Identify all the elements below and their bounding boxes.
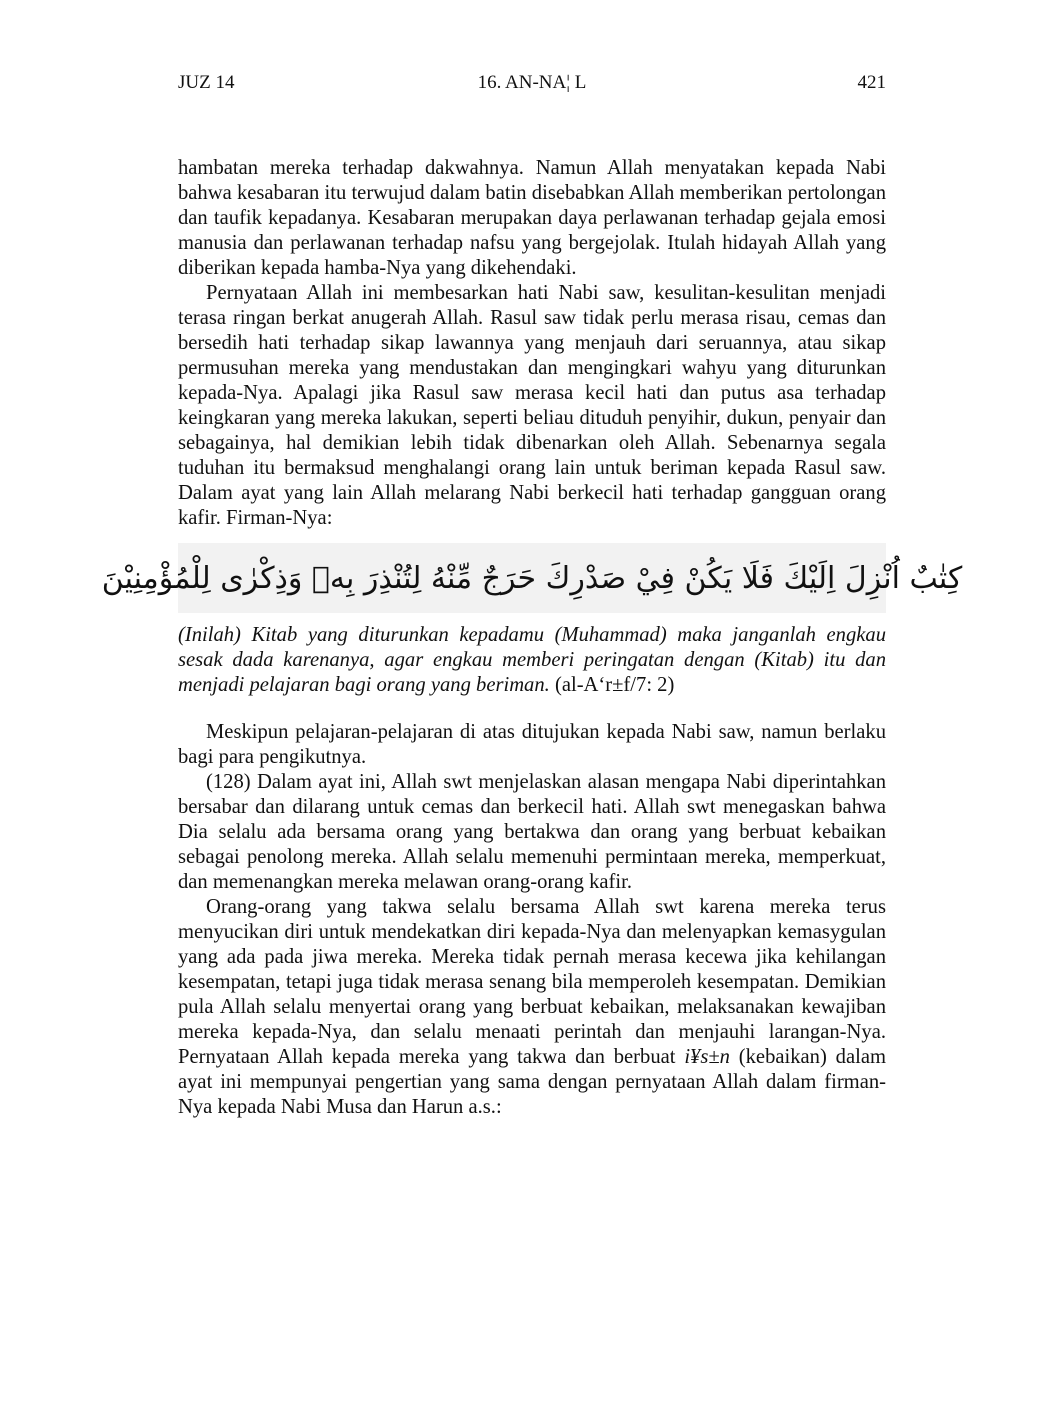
- paragraph-5-part-a: Orang-orang yang takwa selalu bersama Allah swt karena mereka terus menyucikan diri untuk mendekatkan diri kepada-Nya dan melenyapkan kemasygulan yang ada pada jiwa mereka. Mereka tidak pernah merasa kecewa jika kehilangan kesempatan, tetapi juga tidak merasa senang bila memperoleh kesempatan. Demikian pula Allah selalu menyertai orang yang berbuat kebaikan, melaksanakan kewajiban mereka kepada-Nya, dan selalu menaati perintah dan menjauhi larangan-Nya. Pernyataan Allah kepada mereka yang takwa dan berbuat: [178, 896, 886, 1068]
- paragraph-4: (128) Dalam ayat ini, Allah swt menjelaskan alasan mengapa Nabi diperintahkan bersabar dan dilarang untuk cemas dan berkecil hati. Allah swt menegaskan bahwa Dia selalu ada bersama orang yang bertakwa dan orang yang berbuat kebaikan sebagai penolong mereka. Allah selalu memenuhi permintaan mereka, memperkuat, dan memenangkan mereka melawan orang-orang kafir.: [178, 771, 886, 893]
- translation-text: (Inilah) Kitab yang diturunkan kepadamu (Muhammad) maka janganlah engkau sesak dada karenanya, agar engkau memberi peringatan dengan (Kitab) itu dan menjadi pelajaran bagi orang yang beriman.: [178, 624, 886, 696]
- arabic-verse-block: [101, 543, 963, 613]
- verse-reference: (al-A‘r±f/7: 2): [554, 674, 675, 696]
- juz-label: JUZ 14: [178, 72, 235, 93]
- verse-translation: [178, 623, 886, 698]
- page-header: [178, 72, 886, 108]
- paragraph-3: Meskipun pelajaran-pelajaran di atas ditujukan kepada Nabi saw, namun berlaku bagi para pengikutnya.: [178, 721, 886, 768]
- document-page: [101, 72, 963, 1120]
- spacer: [178, 698, 886, 720]
- arabic-verse: كِتٰبٌ اُنْزِلَ اِلَيْكَ فَلَا يَكُنْ فِيْ صَدْرِكَ حَرَجٌ مِّنْهُ لِتُنْذِرَ بِهٖ وَذِكْرٰى لِلْمُؤْمِنِيْنَ: [101, 560, 963, 596]
- paragraph-5-part-b: (kebaikan) dalam ayat ini mempunyai pengertian yang sama dengan pernyataan Allah dalam firman-Nya kepada Nabi Musa dan Harun a.s.:: [178, 1046, 886, 1118]
- page-number: 421: [857, 72, 886, 93]
- surah-title: 16. AN-NA¦ L: [477, 72, 587, 93]
- paragraph-2: Pernyataan Allah ini membesarkan hati Nabi saw, kesulitan-kesulitan menjadi terasa ringan berkat anugerah Allah. Rasul saw tidak perlu merasa risau, cemas dan bersedih hati terhadap sikap lawannya yang menjauh dari seruannya, atau sikap permusuhan mereka yang mendustakan dan mengingkari wahyu yang diturunkan kepada-Nya. Apalagi jika Rasul saw merasa kecil hati dan putus asa terhadap keingkaran yang mereka lakukan, seperti beliau dituduh penyihir, dukun, penyair dan sebagainya, hal demikian lebih tidak dibenarkan oleh Allah. Sebenarnya segala tuduhan itu bermaksud menghalangi orang lain untuk beriman kepada Rasul saw. Dalam ayat yang lain Allah melarang Nabi berkecil hati terhadap gangguan orang kafir. Firman-Nya:: [178, 282, 886, 529]
- page-body: [101, 156, 963, 1120]
- paragraph-1: hambatan mereka terhadap dakwahnya. Namun Allah menyatakan kepada Nabi bahwa kesabaran itu terwujud dalam batin disebabkan Allah memberikan pertolongan dan taufik kepadanya. Kesabaran merupakan daya perlawanan terhadap gejala emosi manusia dan perlawanan terhadap nafsu yang bergejolak. Itulah hidayah Allah yang diberikan kepada hamba-Nya yang dikehendaki.: [178, 157, 886, 279]
- paragraph-5: [178, 895, 886, 1120]
- ihsan-term: i¥s±n: [684, 1046, 730, 1068]
